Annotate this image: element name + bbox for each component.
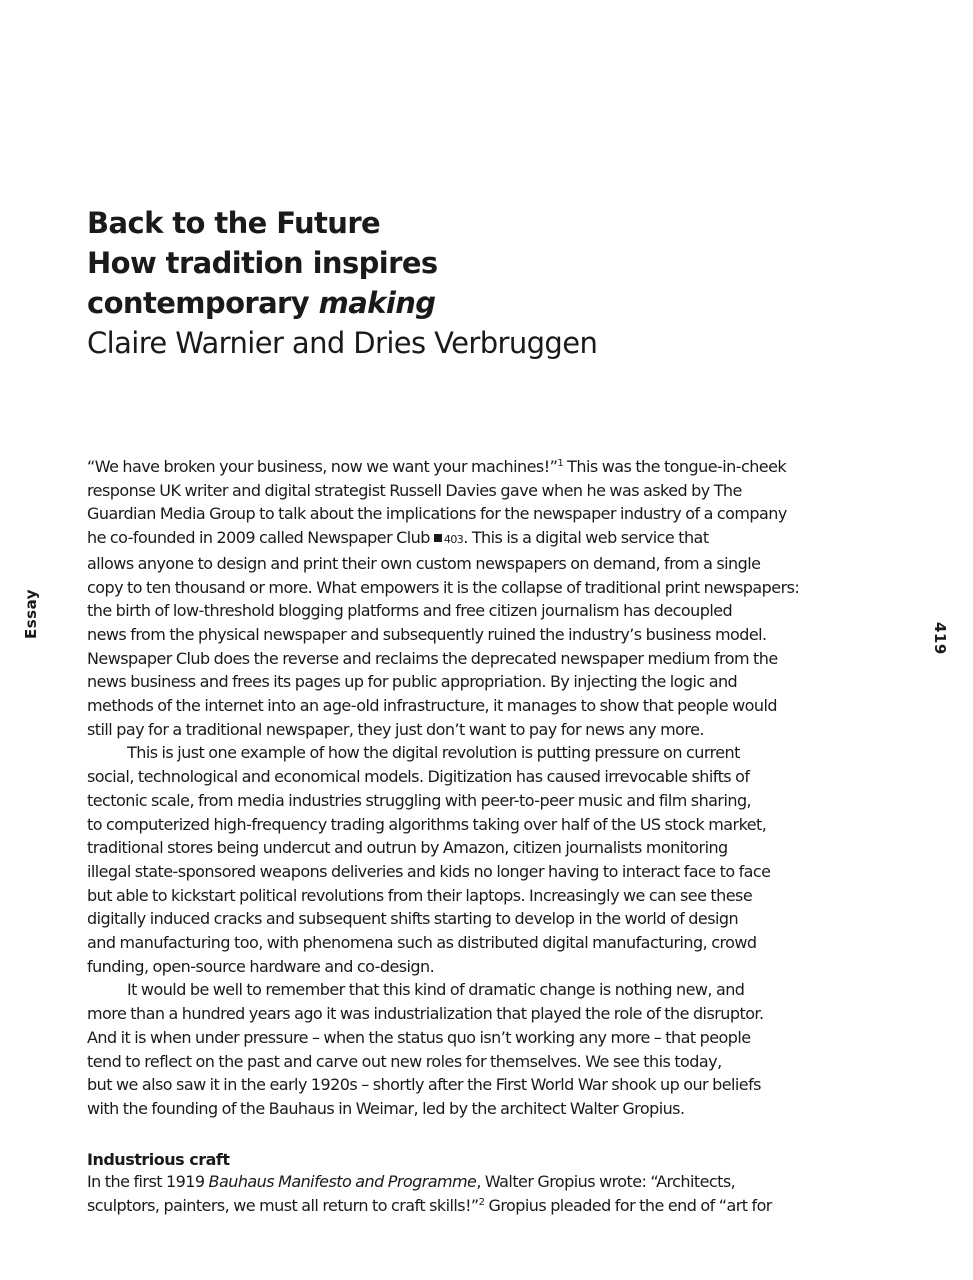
body-line: news business and frees its pages up for public appropriation. By injecting the logic and	[87, 672, 738, 692]
body-line: Newspaper Club does the reverse and reclaims the deprecated newspaper medium from the	[87, 648, 778, 668]
section-label: Essay	[22, 588, 40, 639]
footnote-ref: 1	[557, 458, 564, 469]
article-header	[87, 203, 887, 363]
body-line: but able to kickstart political revolutions from their laptops. Increasingly we can see these	[87, 885, 753, 905]
section-heading: Industrious craft	[87, 1150, 230, 1169]
body-line: This is just one example of how the digital revolution is putting pressure on current	[127, 743, 740, 763]
title-line-3-text: contemporary	[87, 286, 319, 320]
cross-reference-page: 403	[443, 533, 464, 547]
body-line: copy to ten thousand or more. What empowers it is the collapse of traditional print newspapers:	[87, 577, 800, 597]
body-line: And it is when under pressure – when the status quo isn’t working any more – that people	[87, 1027, 751, 1047]
authors: Claire Warnier and Dries Verbruggen	[87, 326, 598, 360]
title-line-3-emphasis: making	[318, 286, 436, 320]
body-line: Guardian Media Group to talk about the implications for the newspaper industry of a company	[87, 504, 787, 524]
body-line: social, technological and economical models. Digitization has caused irrevocable shifts of	[87, 767, 750, 787]
body-line: methods of the internet into an age-old infrastructure, it manages to show that people would	[87, 696, 777, 716]
page-number: 419	[931, 622, 949, 655]
body-line: allows anyone to design and print their own custom newspapers on demand, from a single	[87, 553, 761, 573]
title-line-1: Back to the Future	[87, 206, 381, 240]
body-line: It would be well to remember that this kind of dramatic change is nothing new, and	[127, 980, 745, 1000]
body-line: and manufacturing too, with phenomena such as distributed digital manufacturing, crowd	[87, 933, 757, 953]
body-line: the birth of low-threshold blogging platforms and free citizen journalism has decoupled	[87, 601, 733, 621]
title-line-3	[87, 283, 887, 323]
body-line: with the founding of the Bauhaus in Weimar, led by the architect Walter Gropius.	[87, 1098, 685, 1118]
body-line: but we also saw it in the early 1920s – shortly after the First World War shook up our beliefs	[87, 1075, 761, 1095]
body-line: illegal state-sponsored weapons deliveries and kids no longer having to interact face to face	[87, 861, 771, 881]
body-line: funding, open-source hardware and co-design.	[87, 956, 435, 976]
body-line: digitally induced cracks and subsequent shifts starting to develop in the world of design	[87, 909, 739, 929]
body-line: response UK writer and digital strategist Russell Davies gave when he was asked by The	[87, 480, 742, 500]
body-line: to computerized high-frequency trading algorithms taking over half of the US stock market,	[87, 814, 767, 834]
body-line: tectonic scale, from media industries struggling with peer-to-peer music and film sharing,	[87, 790, 752, 810]
body-line: more than a hundred years ago it was industrialization that played the role of the disruptor.	[87, 1004, 764, 1024]
footnote-ref: 2	[478, 1196, 485, 1208]
body-line: he co-founded in 2009 called Newspaper Club 403. This is a digital web service that	[87, 528, 709, 548]
cross-reference-square-icon	[434, 534, 442, 542]
body-line: news from the physical newspaper and subsequently ruined the industry’s business model.	[87, 624, 767, 644]
body-line: In the first 1919 Bauhaus Manifesto and Programme, Walter Gropius wrote: “Architects,	[87, 1172, 736, 1191]
article-body	[87, 455, 803, 1121]
book-title: Bauhaus Manifesto and Programme	[208, 1172, 477, 1191]
title-line-2: How tradition inspires	[87, 246, 438, 280]
body-line: still pay for a traditional newspaper, they just don’t want to pay for news any more.	[87, 719, 704, 739]
body-line: sculptors, painters, we must all return to craft skills!”$^2$ Gropius pleaded for the end of “art for	[87, 1195, 772, 1215]
section-body	[87, 1170, 803, 1217]
body-line: tend to reflect on the past and carve out new roles for themselves. We see this today,	[87, 1051, 722, 1071]
body-line: “We have broken your business, now we want your machines!”$^1$ This was the tongue-in-cheek	[87, 457, 787, 476]
body-line: traditional stores being undercut and outrun by Amazon, citizen journalists monitoring	[87, 838, 728, 858]
